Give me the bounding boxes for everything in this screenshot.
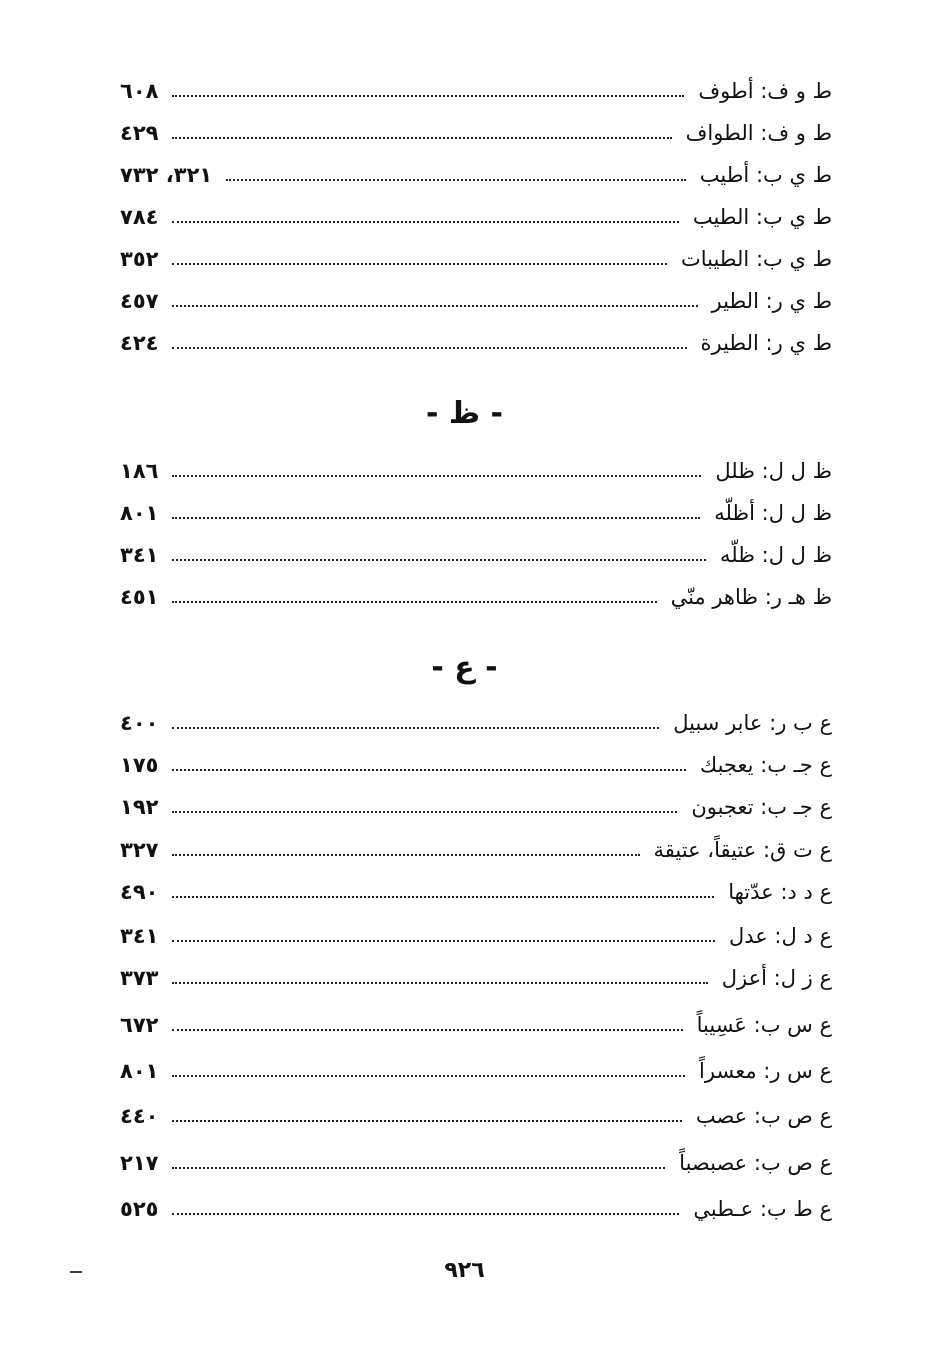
dot-leader <box>172 95 684 97</box>
dot-leader <box>172 137 671 139</box>
entry-term: ع ص ب: عصبصباً <box>679 1151 832 1175</box>
index-entry <box>120 576 832 618</box>
entry-pages: ٣٥٢ <box>120 247 159 271</box>
index-entry <box>120 238 832 280</box>
section-heading-ain: - ع - <box>431 650 498 685</box>
entry-pages: ٤٩٠ <box>120 880 159 904</box>
index-entry <box>120 1142 832 1184</box>
index-entry <box>120 702 832 744</box>
index-entry <box>120 1050 832 1092</box>
index-entry <box>120 957 832 999</box>
entry-pages: ٤٤٠ <box>120 1104 159 1128</box>
entry-pages: ١٧٥ <box>120 753 159 777</box>
entry-pages: ٣٤١ <box>120 543 159 567</box>
index-entry <box>120 829 832 871</box>
dot-leader <box>172 517 700 519</box>
dot-leader <box>172 1213 679 1215</box>
entry-term: ع س ر: معسراً <box>699 1059 832 1083</box>
entry-term: ع س ب: عَسِيباً <box>696 1013 832 1037</box>
entry-pages: ٦٠٨ <box>120 79 159 103</box>
entry-pages: ٥٢٥ <box>120 1197 159 1221</box>
entry-pages: ١٩٢ <box>120 795 159 819</box>
dot-leader <box>172 940 714 942</box>
dot-leader <box>172 1167 665 1169</box>
index-entry <box>120 744 832 786</box>
index-entry <box>120 1095 832 1137</box>
entry-term: ظ هـ ر: ظاهر منّي <box>670 585 832 609</box>
dot-leader <box>172 263 667 265</box>
index-entry <box>120 322 832 364</box>
dot-leader <box>172 601 656 603</box>
entry-term: ط ي ر: الطير <box>711 289 832 313</box>
index-entry <box>120 1188 832 1230</box>
dot-leader <box>172 727 659 729</box>
entry-pages: ٣٤١ <box>120 924 159 948</box>
entry-term: ع جـ ب: يعجبك <box>699 753 832 777</box>
entry-term: ظ ل ل: ظلّه <box>720 543 832 567</box>
dot-leader <box>226 179 686 181</box>
dot-leader <box>172 896 714 898</box>
index-entry <box>120 786 832 828</box>
entry-pages: ٣٢٧ <box>120 838 159 862</box>
dot-leader <box>172 221 678 223</box>
index-entry <box>120 196 832 238</box>
index-entry <box>120 534 832 576</box>
page-number: ٩٢٦ <box>444 1258 485 1283</box>
index-entry <box>120 154 832 196</box>
index-entry <box>120 915 832 957</box>
entry-pages: ٤٢٤ <box>120 331 159 355</box>
entry-pages: ٤٥٧ <box>120 289 159 313</box>
entry-pages: ٢١٧ <box>120 1151 159 1175</box>
entry-pages: ٧٨٤ <box>120 205 159 229</box>
index-entry <box>120 450 832 492</box>
entry-term: ط ي ب: الطيبات <box>680 247 832 271</box>
entry-term: ع جـ ب: تعجبون <box>691 795 832 819</box>
dot-leader <box>172 854 639 856</box>
entry-term: ع ط ب: عـطبي <box>693 1197 832 1221</box>
dot-leader <box>172 1029 682 1031</box>
entry-term: ط ي ب: الطيب <box>692 205 832 229</box>
entry-pages: ٤٠٠ <box>120 711 159 735</box>
entry-term: ع ب ر: عابر سبيل <box>673 711 832 735</box>
index-entry <box>120 112 832 154</box>
entry-pages: ٤٢٩ <box>120 121 159 145</box>
index-entry <box>120 70 832 112</box>
entry-term: ط ي ر: الطيرة <box>700 331 832 355</box>
entry-term: ط ي ب: أطيب <box>699 163 832 187</box>
index-entry <box>120 492 832 534</box>
entry-pages: ٤٥١ <box>120 585 159 609</box>
entry-term: ع ص ب: عصب <box>695 1104 832 1128</box>
entry-term: ع د ل: عدل <box>728 924 832 948</box>
index-entry <box>120 280 832 322</box>
dot-leader <box>172 305 697 307</box>
dot-leader <box>172 1120 681 1122</box>
dot-leader <box>172 1075 685 1077</box>
entry-pages: ٣٧٣ <box>120 966 159 990</box>
dot-leader <box>172 347 686 349</box>
entry-term: ع ز ل: أعزل <box>721 966 832 990</box>
entry-pages: ٦٧٢ <box>120 1013 159 1037</box>
dot-leader <box>172 559 706 561</box>
entry-term: ع د د: عدّتها <box>728 880 832 904</box>
entry-term: ع ت ق: عتيقاً، عتيقة <box>653 838 832 862</box>
entry-term: ظ ل ل: ظلل <box>715 459 832 483</box>
entry-pages: ٨٠١ <box>120 501 159 525</box>
dot-leader <box>172 811 677 813</box>
dot-leader <box>172 982 707 984</box>
entry-pages: ١٨٦ <box>120 459 159 483</box>
entry-pages: ٣٢١، ٧٣٢ <box>120 163 213 187</box>
entry-pages: ٨٠١ <box>120 1059 159 1083</box>
entry-term: ظ ل ل: أظلّه <box>714 501 832 525</box>
entry-term: ط و ف: أطوف <box>698 79 832 103</box>
entry-term: ط و ف: الطواف <box>685 121 832 145</box>
section-heading-za: - ظ - <box>426 396 503 431</box>
index-entry <box>120 1004 832 1046</box>
index-entry <box>120 871 832 913</box>
dot-leader <box>172 475 701 477</box>
dot-leader <box>172 769 685 771</box>
